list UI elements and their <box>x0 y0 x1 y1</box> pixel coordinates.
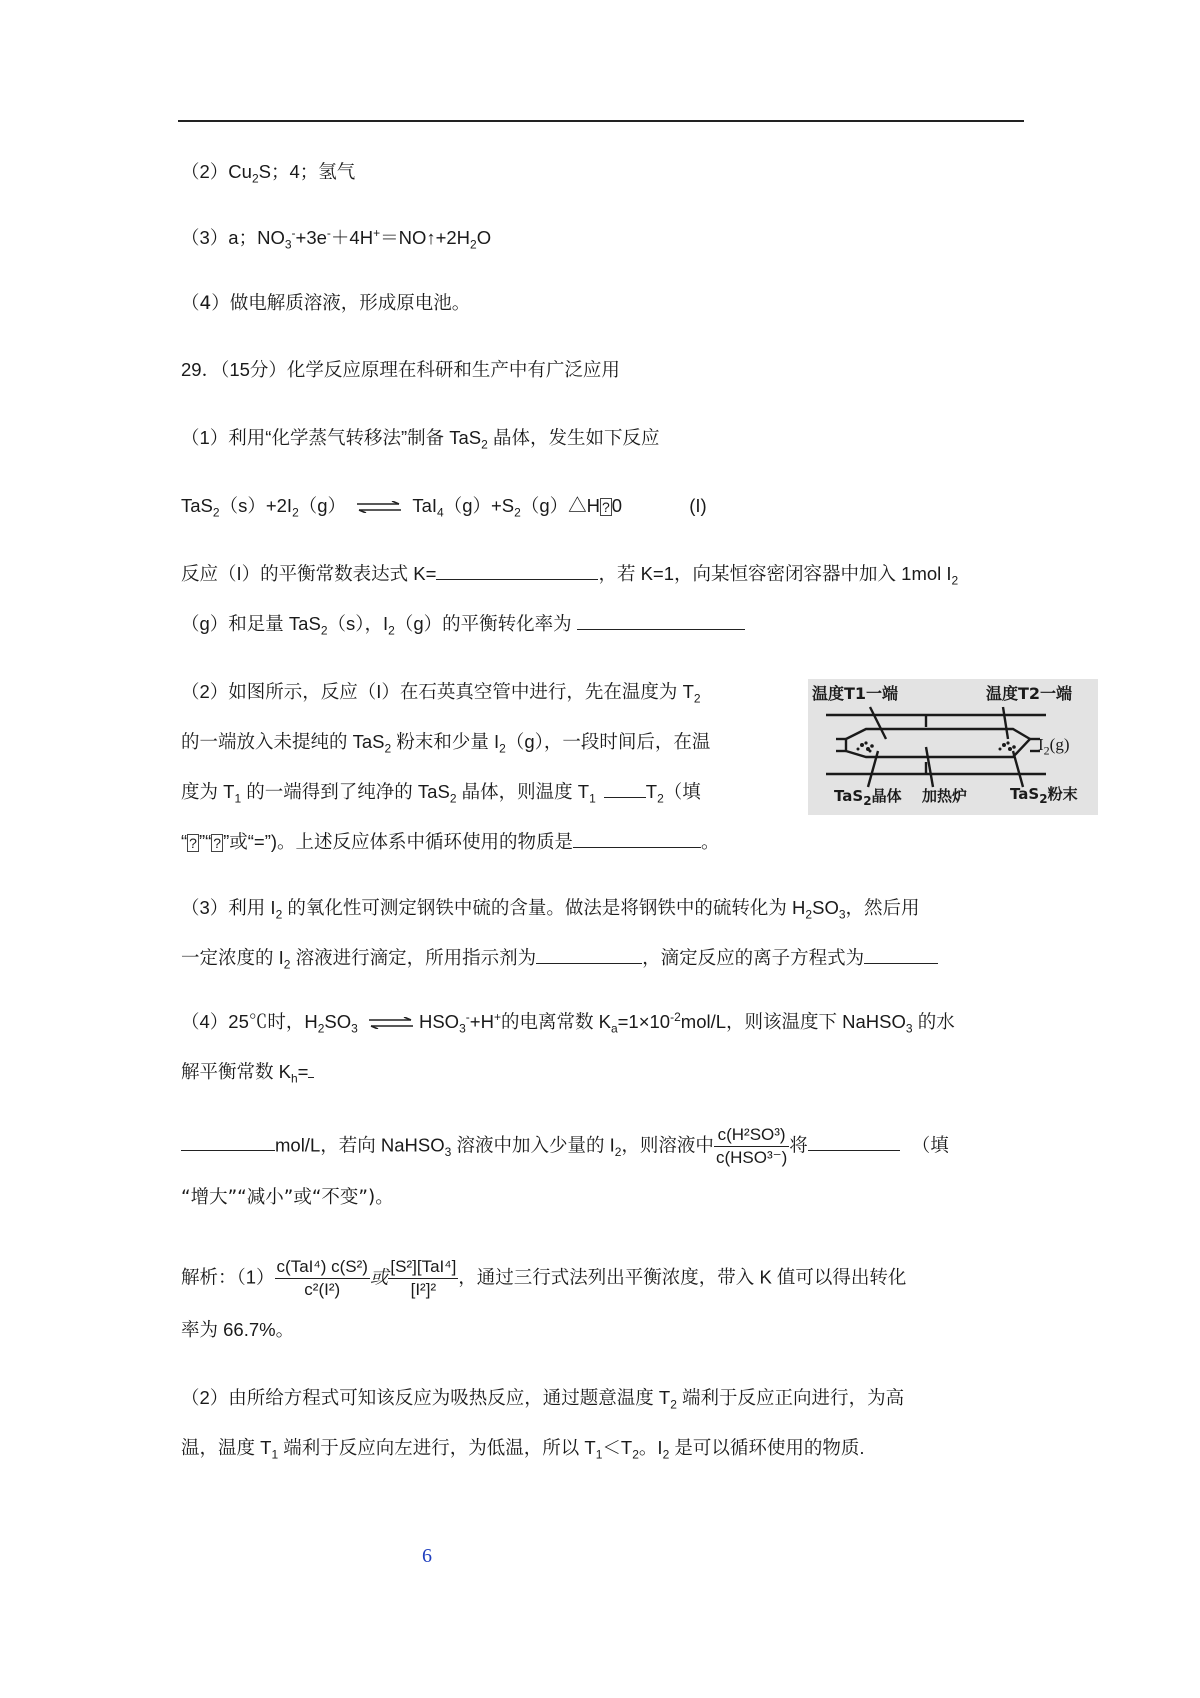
answer-3: （3）a；$NO_3^-+3e^-+4H^+=NO↑+2H_2O$ <box>181 225 492 252</box>
blank-temperature-compare[interactable] <box>604 780 646 798</box>
q4-line2: 解平衡常数 $K_h=$ <box>181 1060 314 1084</box>
analysis-1-line2: 率为 66.7%。 <box>181 1319 295 1340</box>
page-number: 6 <box>422 1545 432 1567</box>
analysis-2-line2: 温，温度 $T_1$ 端利于反应向左进行，为低温，所以 $T_1<T_2$。$I_2$ 是可以循环使用的物质. <box>181 1437 865 1462</box>
figure-label-t2: 温度T2一端 <box>986 684 1073 703</box>
figure-label-i2: $I_2(g)$ <box>1038 735 1070 758</box>
q2-line3: 度为 $T_1$ 的一端得到了纯净的 TaS$_2$ 晶体，则温度 $T_1$ $T_2$（填 <box>181 781 701 806</box>
equilibrium-arrow-icon <box>369 1017 413 1029</box>
question-title: 29．（15分）化学反应原理在科研和生产中有广泛应用 <box>181 359 620 380</box>
ratio-fraction: $\frac{\text{c(H²SO³)}}{\text{c(HSO³⁻)}}$ <box>715 1125 788 1167</box>
figure-label-crystal: TaS$_2$晶体 <box>834 787 902 808</box>
figure-label-powder: TaS$_2$粉末 <box>1010 785 1078 806</box>
blank-kh-value[interactable] <box>181 1133 275 1151</box>
blank-recycled-substance[interactable] <box>573 830 701 848</box>
header-rule <box>178 120 1024 122</box>
k-fraction-bracket: $\frac{\text{[S²][TaI⁴]}}{\text{[I²]²}}$ <box>390 1257 457 1299</box>
q4-line1: （4）25℃时，$H_2SO_3$ $HSO_3^-+H^+$的电离常数 $K_a=1\times 10^{-2}mol/L$，则该温度下 NaHSO$_3$ 的水 <box>181 1009 955 1036</box>
figure-label-furnace: 加热炉 <box>922 787 968 805</box>
equilibrium-arrow-icon <box>357 501 401 513</box>
blank-k-expression[interactable] <box>436 562 598 580</box>
blank-ratio-change[interactable] <box>808 1133 900 1151</box>
q2-line1: （2）如图所示，反应（I）在石英真空管中进行，先在温度为 $T_2$ <box>181 681 701 706</box>
q4-line3: mol/L，若向 NaHSO$_3$ 溶液中加入少量的 $I_2$，则溶液中 $\frac{\text{c(H²SO³)}}{\text{c(HSO³⁻)}}$ 将 （填 <box>181 1124 949 1169</box>
q4-line4: “增大”“减小”或“不变”)。 <box>181 1187 394 1208</box>
q1-line1: 反应（I）的平衡常数表达式 K= ，若 K=1，向某恒容密闭容器中加入 1mol $I_2$ <box>181 563 959 588</box>
answer-2: $(2)Cu_2S$；4；氢气 <box>181 161 356 186</box>
q2-line2: 的一端放入未提纯的 TaS$_2$ 粉末和少量 $I_2(g)$，一段时间后，在温 <box>181 731 711 756</box>
figure-label-t1: 温度T1一端 <box>812 684 899 703</box>
analysis-2-line1: （2）由所给方程式可知该反应为吸热反应，通过题意温度 $T_2$ 端利于反应正向进行，为高 <box>181 1387 905 1412</box>
q1-equation: $TaS_2(s)+2I_2(g)$ $TaI_4(g)+S_2(g)\triangle H$ ? 0 (I) <box>181 495 707 520</box>
answer-4: （4）做电解质溶液，形成原电池。 <box>181 293 471 314</box>
q3-line1: （3）利用 $I_2$ 的氧化性可测定钢铁中硫的含量。做法是将钢铁中的硫转化为 $H_2SO_3$，然后用 <box>181 897 920 922</box>
q2-line4: “ ? ”“ ? ”或“=”)。上述反应体系中循环使用的物质是 。 <box>181 831 720 852</box>
q1-intro: （1）利用“化学蒸气转移法”制备 TaS$_2$ 晶体，发生如下反应 <box>181 427 660 452</box>
blank-ionic-equation[interactable] <box>864 946 938 964</box>
blank-conversion-rate[interactable] <box>577 612 745 630</box>
k-fraction-concentration: $\frac{\text{c(TaI⁴) c(S²)}}{\text{c²(I²)}}$ <box>276 1257 368 1299</box>
q3-line2: 一定浓度的 $I_2$ 溶液进行滴定，所用指示剂为 ，滴定反应的离子方程式为 <box>181 946 938 970</box>
blank-indicator[interactable] <box>536 946 642 964</box>
quartz-tube-figure <box>808 679 1098 815</box>
analysis-1: 解析：（1） $\frac{\text{c(TaI⁴) c(S²)}}{\text{c²(I²)}}$ 或 $\frac{\text{[S²][TaI⁴]}}{\text{[I²]²}}$ ，通过三行式法列出平衡浓度，带入 K 值可以得出转化 <box>181 1257 907 1299</box>
q1-line2: （g）和足量 TaS$_2$（s），$I_2(g)$的平衡转化率为 <box>181 612 745 636</box>
unknown-symbol: ? <box>601 499 610 515</box>
